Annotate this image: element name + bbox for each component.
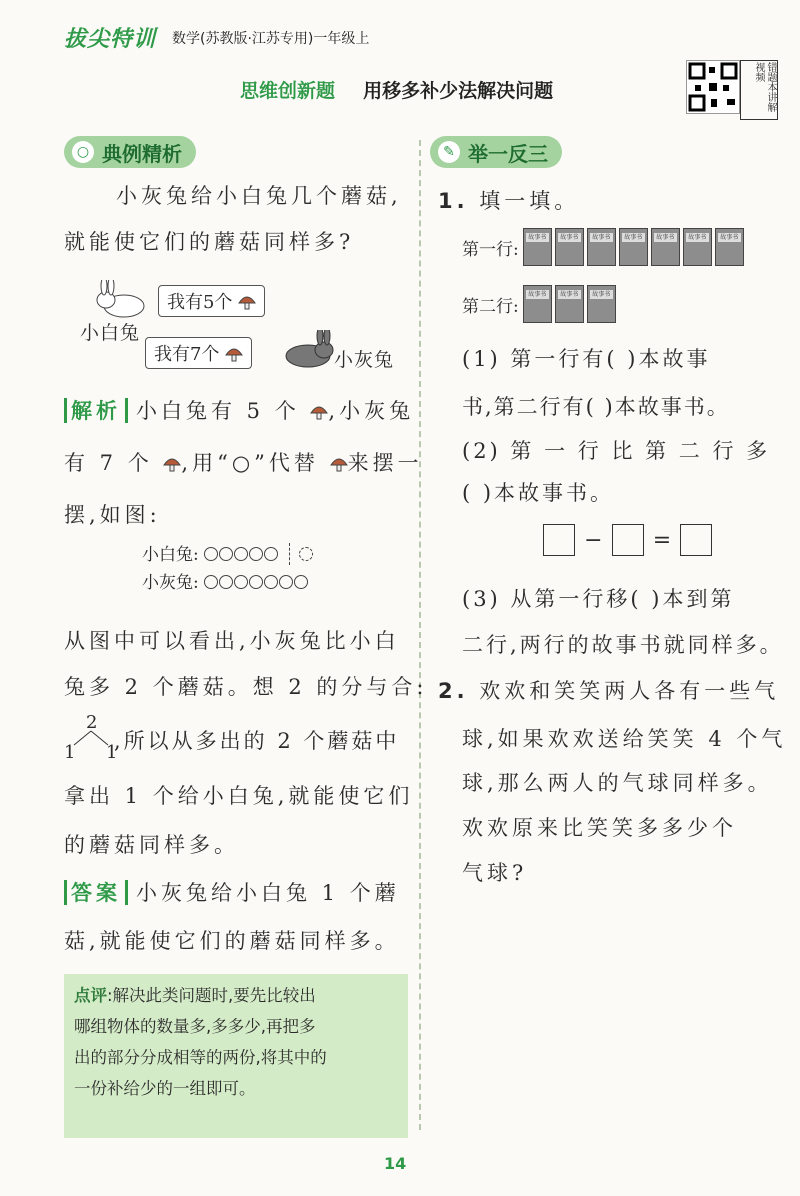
label-gray-rabbit: 小灰兔	[334, 349, 395, 371]
bubble-white-rabbit	[158, 285, 265, 317]
bubble-gray-text: 我有7个	[154, 344, 220, 365]
q1-title-text: 填一填。	[479, 189, 580, 213]
mushroom-icon	[238, 294, 256, 310]
row2-label: 第二行:	[462, 296, 519, 317]
circle-diagram	[142, 541, 314, 597]
comment-box	[64, 974, 408, 1138]
answer-box-3[interactable]	[680, 524, 712, 556]
circle-mark	[249, 547, 263, 561]
storybook-label: 故事书	[718, 233, 741, 242]
comment-label: 点评	[74, 986, 107, 1005]
answer-line-1	[64, 870, 400, 916]
label-white-rabbit: 小白兔	[80, 322, 141, 344]
analysis-line-3: 摆,如图:	[64, 503, 161, 527]
equation-boxes	[543, 524, 712, 556]
storybook-label: 故事书	[654, 233, 677, 242]
diagram-row-gray	[142, 569, 314, 597]
split-left: 1	[64, 742, 76, 763]
storybook-label: 故事书	[558, 233, 581, 242]
storybook-label: 故事书	[590, 233, 613, 242]
storybook-label: 故事书	[686, 233, 709, 242]
mushroom-icon	[163, 456, 181, 472]
question-line-1: 小灰兔给小白兔几个蘑菇,	[116, 184, 402, 208]
qr-code-icon[interactable]	[686, 60, 740, 114]
qr-label: 错题本讲解视频	[740, 60, 778, 120]
storybook-icon	[715, 228, 744, 266]
answer-text-1: 小灰兔给小白兔 1 个蘑	[136, 881, 400, 905]
storybook-icon	[587, 285, 616, 323]
storybook-icon	[523, 228, 552, 266]
mushroom-icon	[310, 404, 328, 420]
q2-line-2: 球,如果欢欢送给笑笑 4 个气	[462, 727, 787, 751]
analysis-text-2a: 有 7 个	[64, 451, 153, 475]
q1-number: 1.	[438, 189, 469, 213]
storybook-icon	[619, 228, 648, 266]
storybook-icon	[555, 285, 584, 323]
dashed-circle	[299, 547, 313, 561]
mushroom-icon	[225, 346, 243, 362]
answer-box-2[interactable]	[612, 524, 644, 556]
equals-sign: =	[652, 527, 672, 553]
analysis-line-1	[64, 388, 414, 434]
circle-mark	[234, 547, 248, 561]
page-title	[240, 76, 553, 103]
pencil-icon: ✎	[438, 141, 460, 163]
answer-tag: 答案	[64, 880, 128, 905]
para1-line-1: 从图中可以看出,小灰兔比小白	[64, 629, 400, 653]
white-circles	[204, 545, 279, 565]
q1-2-line-1: (2) 第 一 行 比 第 二 行 多	[462, 439, 771, 463]
storybook-icon	[651, 228, 680, 266]
comment-line-4: 一份补给少的一组即可。	[74, 1079, 256, 1098]
circle-mark	[264, 547, 278, 561]
gray-rabbit-icon	[276, 330, 336, 374]
bubble-white-text: 我有5个	[167, 292, 233, 313]
search-icon: ○	[72, 141, 94, 163]
q1-2-line-2: ( )本故事书。	[462, 481, 615, 505]
section-label-text: 举一反三	[468, 141, 548, 166]
gray-circles	[204, 573, 309, 593]
para2-line-2: 拿出 1 个给小白兔,就能使它们	[64, 784, 414, 808]
analysis-text-1: 小白兔有 5 个	[136, 399, 300, 423]
circle-mark	[294, 575, 308, 589]
row2-books	[523, 285, 619, 323]
column-divider	[419, 140, 421, 1130]
brand-logo: 拔尖特训	[64, 27, 157, 52]
comment-text-1: :解决此类问题时,要先比较出	[107, 986, 316, 1005]
q1-3-line-1: (3) 从第一行移( )本到第	[462, 587, 735, 611]
diagram-gray-label: 小灰兔:	[142, 573, 199, 593]
section-label-text: 典例精析	[102, 141, 182, 166]
q1-1-line-1: (1) 第一行有( )本故事	[462, 347, 711, 371]
q2-line-3: 球,那么两人的气球同样多。	[462, 771, 773, 795]
mushroom-icon	[330, 456, 348, 472]
books-row-2	[462, 285, 619, 323]
split-right: 1	[106, 742, 118, 763]
storybook-icon	[523, 285, 552, 323]
circle-mark	[264, 575, 278, 589]
comment-line-2: 哪组物体的数量多,多多少,再把多	[74, 1017, 316, 1036]
answer-line-2: 菇,就能使它们的蘑菇同样多。	[64, 929, 400, 953]
storybook-label: 故事书	[526, 290, 549, 299]
analysis-text-1b: ,小灰兔	[328, 399, 415, 423]
page-number: 14	[384, 1154, 407, 1173]
q1-1-line-2: 书,第二行有( )本故事书。	[462, 395, 730, 419]
section-type: 思维创新题	[240, 80, 336, 102]
circle-mark	[234, 575, 248, 589]
answer-box-1[interactable]	[543, 524, 575, 556]
storybook-icon	[683, 228, 712, 266]
row1-books	[523, 228, 747, 266]
analysis-tag: 解析	[64, 398, 128, 423]
bubble-gray-rabbit	[145, 337, 252, 369]
q1-title	[438, 178, 579, 224]
storybook-icon	[587, 228, 616, 266]
circle-mark	[219, 575, 233, 589]
circle-mark	[219, 547, 233, 561]
split-top: 2	[86, 712, 98, 733]
para2-line-1: ,所以从多出的 2 个蘑菇中	[114, 729, 400, 753]
books-row-1	[462, 228, 747, 266]
storybook-label: 故事书	[526, 233, 549, 242]
comment-line-1	[74, 980, 398, 1011]
circle-mark	[249, 575, 263, 589]
question-line-2: 就能使它们的蘑菇同样多?	[64, 230, 355, 254]
storybook-label: 故事书	[622, 233, 645, 242]
para1-line-2: 兔多 2 个蘑菇。想 2 的分与合:	[64, 675, 428, 699]
para2-line-3: 的蘑菇同样多。	[64, 833, 239, 857]
analysis-line-2	[64, 440, 423, 486]
section-topic: 用移多补少法解决问题	[363, 80, 554, 102]
diagram-white-label: 小白兔:	[142, 545, 199, 565]
analysis-text-2b: ,用“○”代替	[181, 451, 319, 475]
storybook-label: 故事书	[558, 290, 581, 299]
storybook-label: 故事书	[590, 290, 613, 299]
circle-mark	[279, 575, 293, 589]
dashed-line	[289, 543, 290, 565]
q2-text-1: 欢欢和笑笑两人各有一些气	[479, 679, 780, 703]
q1-3-line-2: 二行,两行的故事书就同样多。	[462, 633, 784, 657]
q2-number: 2.	[438, 679, 469, 703]
section-label-example	[64, 136, 196, 168]
analysis-text-2c: 来摆一	[347, 451, 423, 475]
circle-mark	[204, 575, 218, 589]
q2-line-4: 欢欢原来比笑笑多多少个	[462, 816, 737, 840]
circle-mark	[204, 547, 218, 561]
book-info: 数学(苏教版·江苏专用)一年级上	[172, 31, 370, 47]
comment-line-3: 出的部分分成相等的两份,将其中的	[74, 1048, 327, 1067]
storybook-icon	[555, 228, 584, 266]
q2-line-1	[438, 668, 779, 714]
diagram-row-white	[142, 541, 314, 569]
section-label-practice	[430, 136, 562, 168]
row1-label: 第一行:	[462, 239, 519, 260]
q2-line-5: 气球?	[462, 861, 528, 885]
minus-sign: −	[584, 527, 603, 553]
